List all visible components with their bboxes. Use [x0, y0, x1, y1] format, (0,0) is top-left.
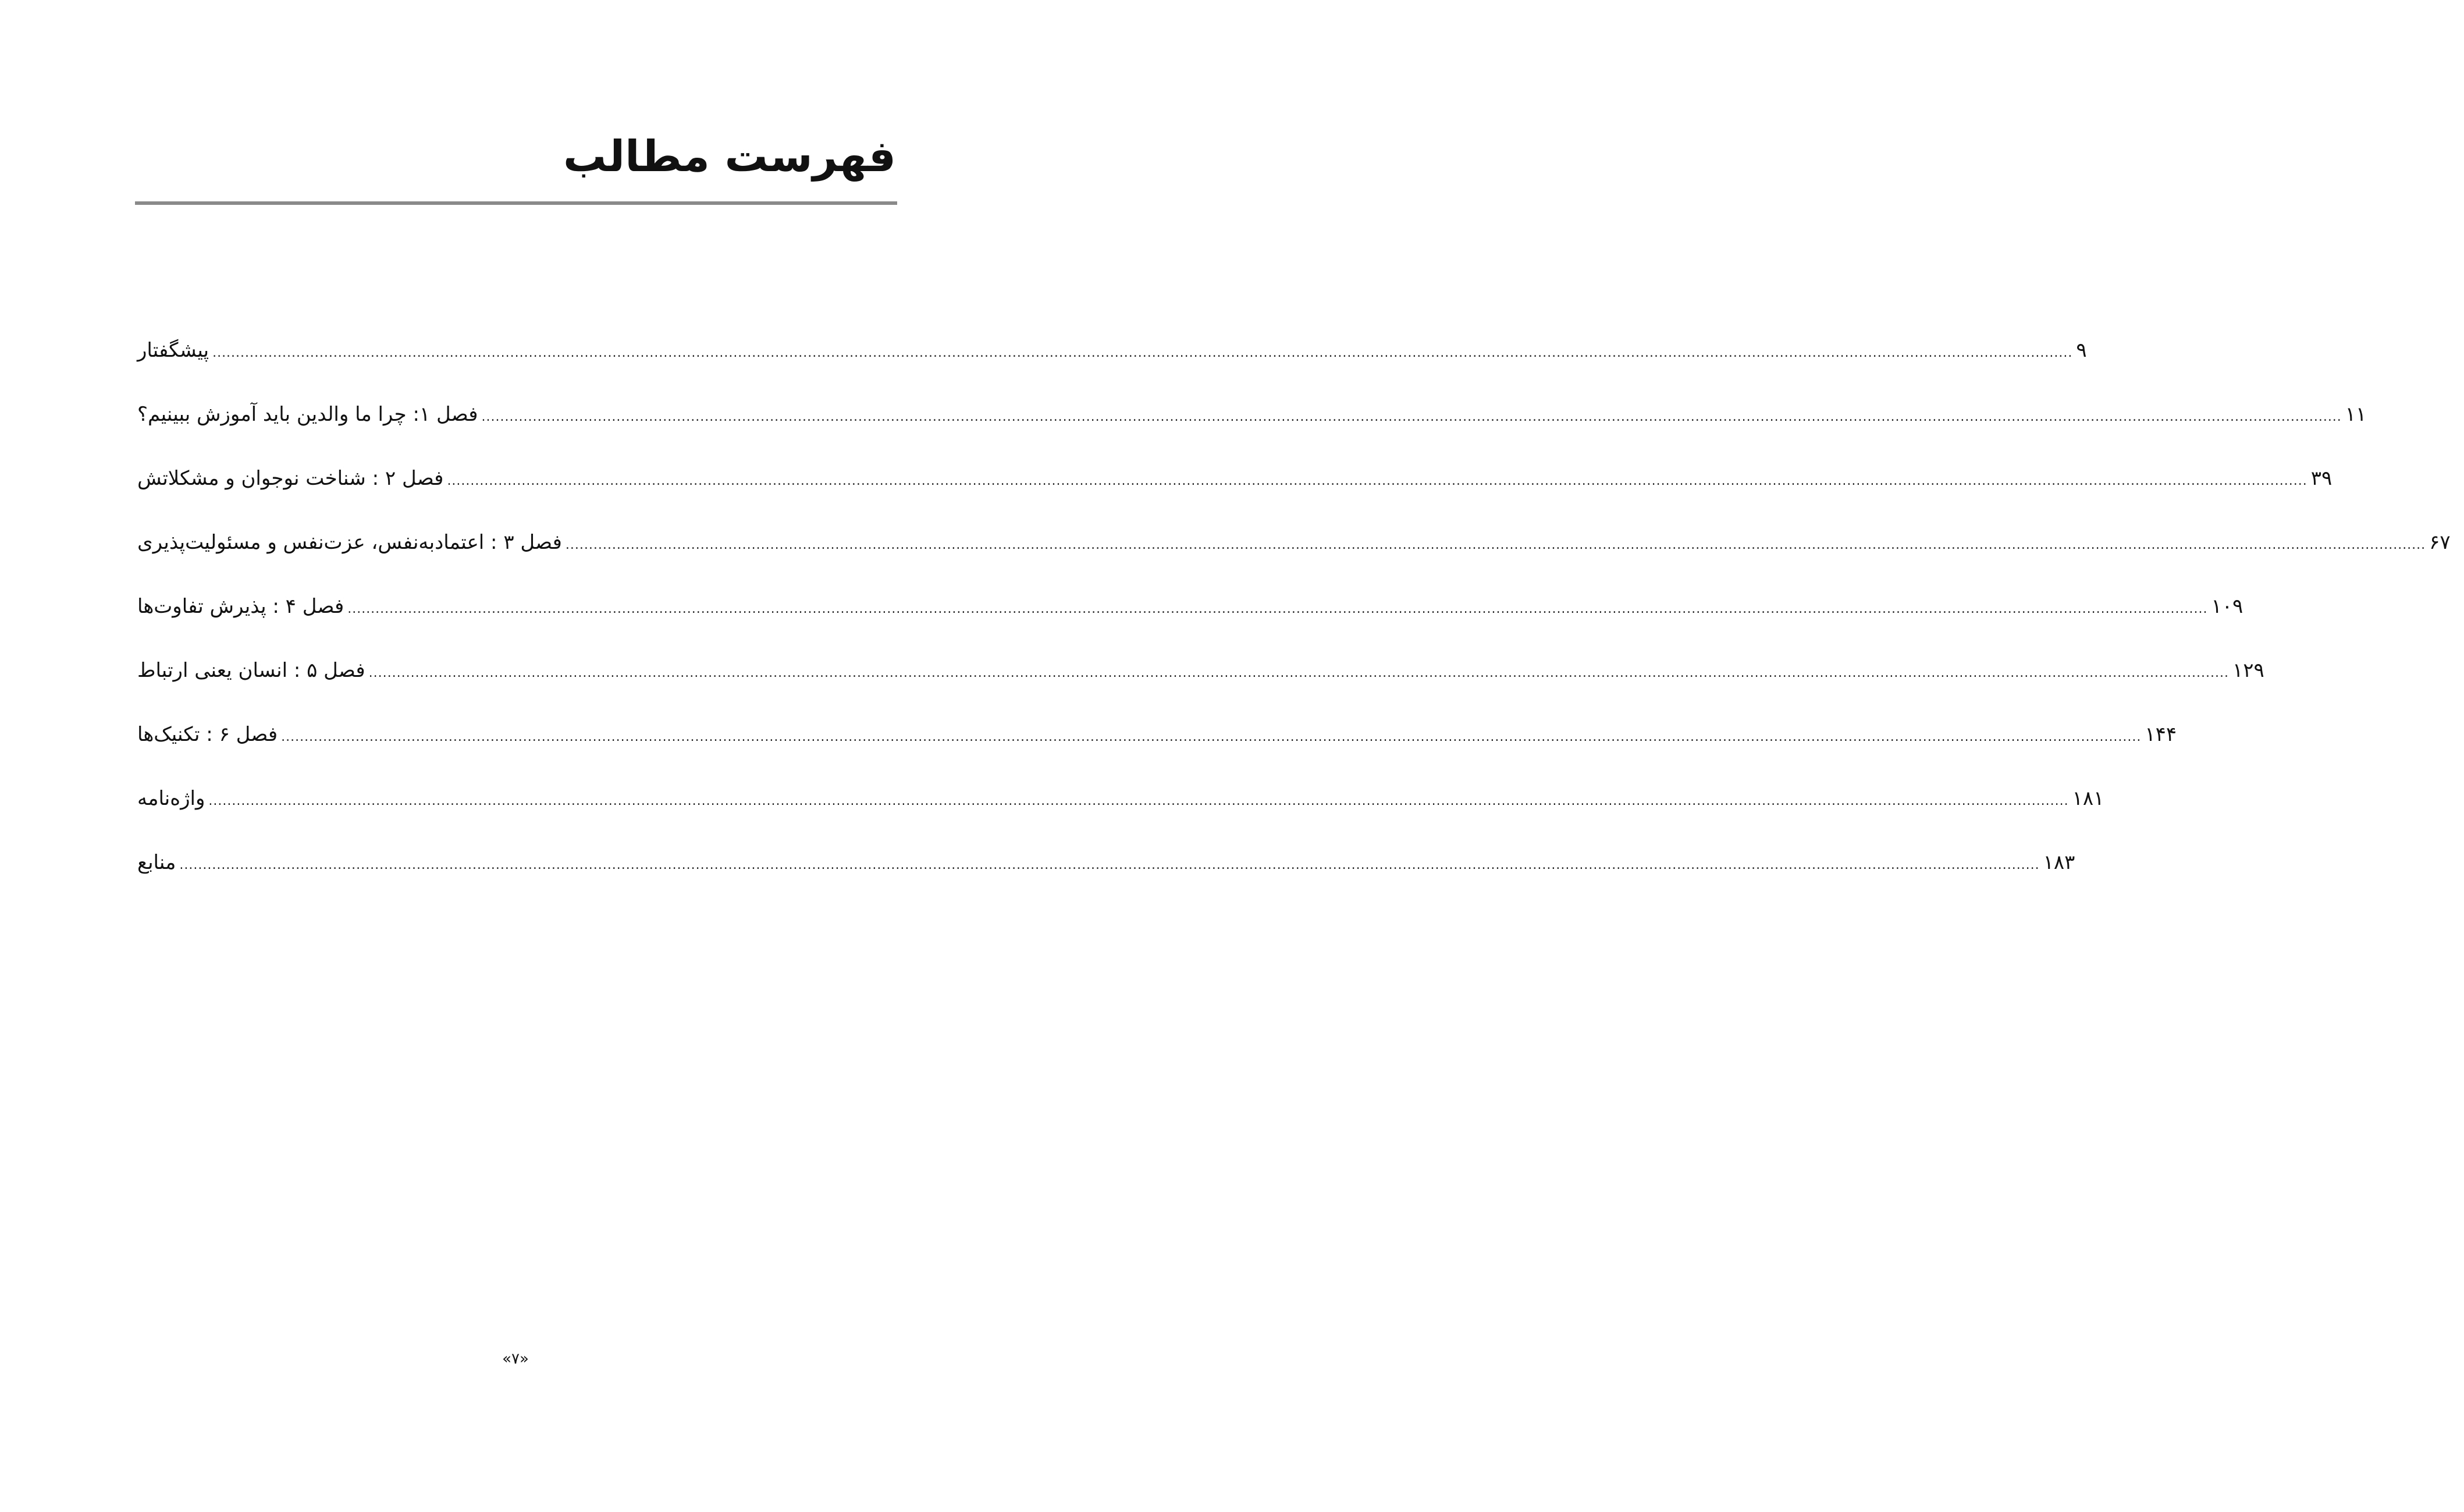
- toc-entry-label: منابع: [137, 851, 176, 874]
- title-underline: [135, 201, 897, 205]
- table-of-contents: [135, 339, 2451, 915]
- toc-entry-label: پیشگفتار: [137, 339, 209, 362]
- toc-row: [135, 467, 2333, 531]
- toc-leader-dots: ................................................................................................................................................................................................................................................................................................................................................................................................................: [368, 666, 2229, 680]
- toc-row: [135, 659, 2264, 723]
- toc-entry-label: فصل ۲ : شناخت نوجوان و مشکلاتش: [137, 467, 444, 490]
- toc-entry-page: ۱۸۱: [2072, 787, 2104, 810]
- toc-entry-label: فصل ۳ : اعتمادبه‌نفس، عزت‌نفس و مسئولیت‌پذیری: [137, 531, 562, 554]
- toc-entry-page: ۱۸۳: [2043, 851, 2075, 874]
- toc-leader-dots: ................................................................................................................................................................................................................................................................................................................................................................................................................: [447, 474, 2307, 488]
- toc-entry-page: ۱۴۴: [2145, 723, 2177, 746]
- toc-row: [135, 787, 2104, 851]
- toc-entry-page: ۶۷: [2429, 531, 2451, 554]
- toc-leader-dots: ................................................................................................................................................................................................................................................................................................................................................................................................................: [281, 730, 2142, 744]
- toc-leader-dots: ................................................................................................................................................................................................................................................................................................................................................................................................................: [565, 538, 2426, 552]
- page-number-footer: «۷»: [502, 1350, 529, 1368]
- toc-row: [135, 531, 2451, 595]
- toc-leader-dots: ................................................................................................................................................................................................................................................................................................................................................................................................................: [347, 602, 2208, 616]
- toc-entry-label: واژه‌نامه: [137, 787, 205, 810]
- toc-entry-page: ۱۰۹: [2211, 595, 2243, 618]
- toc-entry-label: فصل ۴ : پذیرش تفاوت‌ها: [137, 595, 344, 618]
- toc-entry-label: فصل ۵ : انسان یعنی ارتباط: [137, 659, 365, 682]
- toc-entry-label: فصل ۶ : تکنیک‌ها: [137, 723, 278, 746]
- toc-entry-page: ۳۹: [2310, 467, 2333, 490]
- toc-row: [135, 403, 2367, 467]
- toc-row: [135, 851, 2075, 915]
- toc-leader-dots: ................................................................................................................................................................................................................................................................................................................................................................................................................: [481, 410, 2342, 424]
- toc-leader-dots: ................................................................................................................................................................................................................................................................................................................................................................................................................: [212, 346, 2073, 360]
- toc-entry-page: ۱۱: [2345, 403, 2367, 426]
- toc-row: [135, 339, 2087, 403]
- toc-entry-page: ۹: [2076, 339, 2087, 362]
- toc-row: [135, 723, 2177, 787]
- toc-leader-dots: ................................................................................................................................................................................................................................................................................................................................................................................................................: [179, 858, 2040, 872]
- toc-leader-dots: ................................................................................................................................................................................................................................................................................................................................................................................................................: [208, 794, 2069, 808]
- toc-entry-label: فصل ۱: چرا ما والدین باید آموزش ببینیم؟: [137, 403, 478, 426]
- toc-row: [135, 595, 2243, 659]
- page-title: فهرست مطالب: [563, 132, 896, 182]
- toc-entry-page: ۱۲۹: [2232, 659, 2264, 682]
